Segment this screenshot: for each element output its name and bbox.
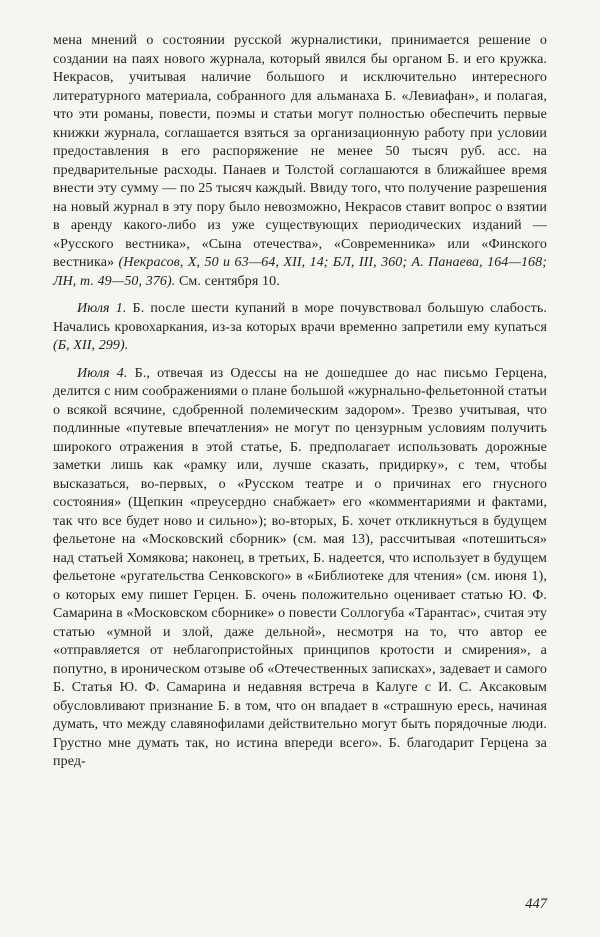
paragraph-body-text: Б., отвечая из Одессы на не дошедшее до нас письмо Герцена, делится с ним соображениями о плане большой «журнально-фельетонной статьи о всякой всячине, сдобренной полемическим задором». Трезво учитывая, что подлинные «путевые впечатления» не могут по цензурным условиям получить широкого отражения в этой статье, Б. предполагает использовать дорожные заметки лишь как «рамку или, лучше сказать, придирку», с тем, чтобы высказаться, во-первых, о «Русском театре и о причинах его гнусного состояния» (Щепкин «преусердно снабжает» его «комментариями и фактами, так что все будет ново и сильно»); во-вторых, Б. хочет откликнуться в будущем фельетоне на «Московский сборник» (см. мая 13), рассчитывая «потешиться» над статьей Хомякова; наконец, в третьих, Б. надеется, что использует в будущем фельетоне «ругательства Сенковского» в «Библиотеке для чтения» (см. июня 1), о которых ему пишет Герцен. Б. очень положительно оценивает статью Ю. Ф. Самарина в «Московском сборнике» о повести Соллогуба «Тарантас», считая эту статью «умной и злой, даже дельной», несмотря на то, что автор ее «отправляется от неблагопристойных принципов кротости и смирения», а попутно, в ироническом отзыве об «Отечественных записках», задевает и самого Б. Статья Ю. Ф. Самарина и недавняя встреча в Калуге с И. С. Аксаковым обусловливают признание Б. в том, что он впадает в «страшную ересь, начиная думать, что между славянофилами действительно могут быть порядочные люди. Грустно мне думать так, но истина впереди всего». Б. благодарит Герцена за пред-	[53, 365, 548, 769]
page-text-block	[53, 32, 547, 772]
paragraph-body-text: Б. после шести купаний в море почувствовал большую слабость. Начались кровохаркания, из-за которых врачи временно запретили ему купаться	[53, 301, 547, 335]
paragraph-entry-july-4	[53, 365, 547, 772]
paragraph-journal-plans	[53, 32, 547, 291]
paragraph-entry-july-1	[53, 300, 547, 356]
entry-date-label: Июля 4.	[77, 365, 128, 381]
paragraph-body-text: мена мнений о состоянии русской журналистики, принимается решение о создании на паях нового журнала, который явился бы органом Б. и его кружка. Некрасов, учитывая наличие большого и исключительно интересного литературного материала, собранного для альманаха Б. «Левиафан», и полагая, что эти романы, повести, поэмы и статьи могут полностью обеспечить первые книжки журнала, соглашается взяться за организационную работу при условии предоставления в его распоряжение не менее 50 тысяч руб. асс. на предварительные расходы. Панаев и Толстой соглашаются в ближайшее время внести эту сумму — по 25 тысяч каждый. Ввиду того, что получение разрешения на новый журнал в эту пору было невозможно, Некрасов ставит вопрос о взятии в аренду какого-либо из уже существующих периодических изданий — «Русского вестника», «Сына отечества», «Современника» или «Финского вестника»	[53, 33, 547, 270]
source-citation: (Б, XII, 299).	[53, 338, 129, 353]
source-citation: (Некрасов, X, 50 и 63—64, XII, 14; БЛ, III, 360; А. Панаева, 164—168; ЛН, т. 49—50, 376).	[53, 255, 548, 289]
entry-date-label: Июля 1.	[77, 301, 127, 316]
page-number: 447	[525, 896, 547, 912]
cross-reference: См. сентября 10.	[175, 273, 280, 289]
